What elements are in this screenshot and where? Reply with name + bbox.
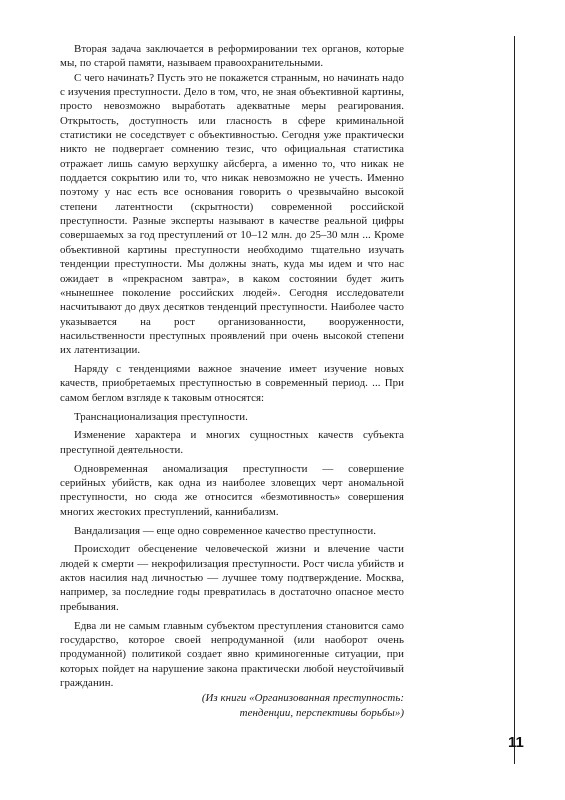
source-line-2: тенденции, перспективы борьбы») xyxy=(239,706,404,719)
source-citation xyxy=(60,691,404,720)
paragraph-new-qualities: Наряду с тенденциями важное значение имеет изучение новых качеств, приобретаемых преступностью в современный период. ... При самом беглом взгляде к таковым относятся: xyxy=(60,363,404,404)
paragraph-necrophilization: Происходит обесценение человеческой жизни и влечение части людей к смерти — некрофилизация преступности. Рост числа убийств и актов насилия над личностью — лучшее тому подтверждение. Москва, например, за последние годы превратилась в достаточно опасное место пребывания. xyxy=(60,543,404,613)
document-body xyxy=(60,42,404,720)
paragraph-subject-change: Изменение характера и многих сущностных качеств субъекта преступной деятельности. xyxy=(60,429,404,456)
paragraph-intro: Вторая задача заключается в реформировании тех органов, которые мы, по старой памяти, называем правоохранительными. xyxy=(60,43,404,70)
paragraph-state-as-subject: Едва ли не самым главным субъектом преступления становится само государство, которое своей непродуманной (или наоборот очень продуманной) политикой создает явно криминогенные ситуации, при которых пойдет на нарушение закона практически любой неустойчивый гражданин. xyxy=(60,619,404,689)
paragraph-study-crime: С чего начинать? Пусть это не покажется странным, но начинать надо с изучения преступности. Дело в том, что, не зная объективной картины, просто невозможно выработать адекватные меры реагирования. Открытость, доступность или гласность в сфере криминальной статистики не соседствует с объективностью. Сегодня уже практически никто не подвергает сомнению тезис, что официальная статистика отражает лишь самую верхушку айсберга, а именно то, что никак не поддается сокрытию или то, что никак невозможно не учесть. Именно поэтому у нас есть все основания говорить о чрезвычайно высокой степени латентности (скрытности) современной российской преступности. Разные эксперты называют в качестве реальной цифры совершаемых за год преступлений от 10–12 млн. до 25–30 млн ... Кроме объективной картины преступности необходимо тщательно изучать тенденции преступности. Мы должны знать, куда мы идем и что нас ожидает в «прекрасном завтра», в каком состоянии будет жить «нынешнее поколение российских людей». Сегодня исследователи насчитывают до двух десятков тенденций преступности. Наиболее часто указывается на рост организованности, вооруженности, насильственности преступных проявлений при очень высокой степени их латентизации. xyxy=(60,71,404,357)
paragraph-transnationalization: Транснационализация преступности. xyxy=(74,410,248,423)
page-number: 11 xyxy=(508,734,524,751)
source-line-1: (Из книги «Организованная преступность: xyxy=(201,692,404,705)
paragraph-anomalization: Одновременная аномализация преступности — совершение серийных убийств, как одна из наиболее зловещих черт аномальной преступности, но сюда же относится «безмотивность» совершения многих жестоких преступлений, каннибализм. xyxy=(60,462,404,518)
paragraph-vandalization: Вандализация — еще одно современное качество преступности. xyxy=(74,524,377,537)
